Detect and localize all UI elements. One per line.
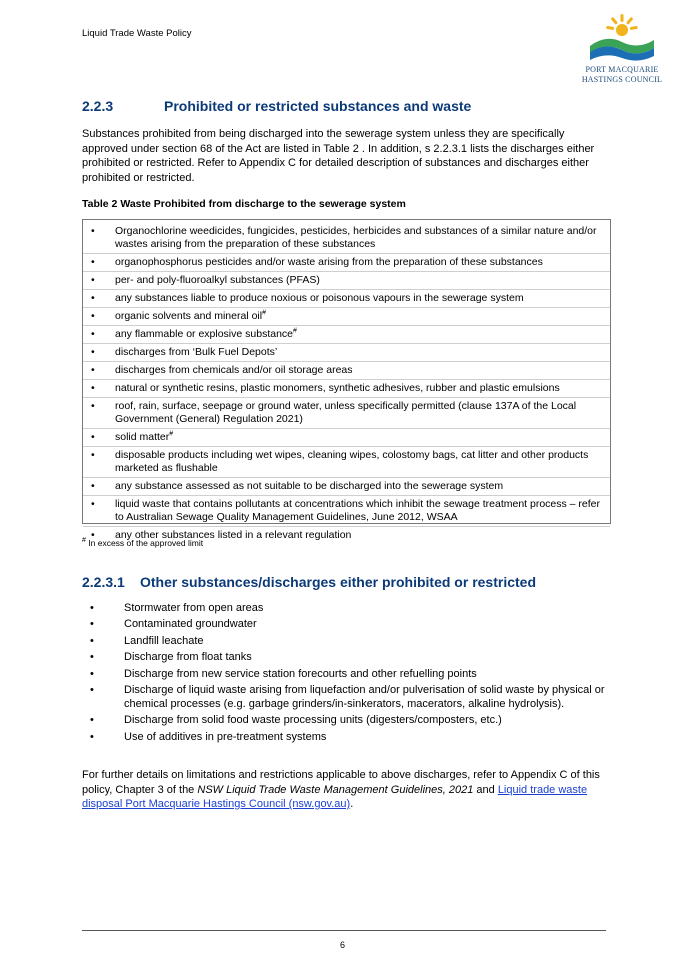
bullet-icon: • [90, 634, 94, 647]
bullet-icon: • [91, 382, 95, 394]
footnote-mark: # [82, 537, 86, 545]
page-number: 6 [339, 940, 345, 950]
subsection-heading [82, 574, 536, 590]
list-item: • Contaminated groundwater [90, 618, 257, 630]
footer-divider [82, 930, 606, 931]
bullet-icon: • [90, 618, 94, 630]
bullet-icon: • [91, 480, 95, 492]
list-item: • Discharge from float tanks [90, 651, 252, 663]
bullet-icon: • [91, 328, 95, 340]
table-footnote: # In excess of the approved limit [82, 537, 204, 548]
table-row: • any substances liable to produce noxious or poisonous vapours in the sewerage system [83, 290, 610, 308]
bullet-icon: • [91, 431, 95, 443]
table-row: • roof, rain, surface, seepage or ground water, unless specifically permitted (clause 137A of the Local Government (General) Regulation 2021) [83, 398, 610, 429]
bullet-icon: • [91, 364, 95, 376]
table-row: • any other substances listed in a relevant regulation [91, 529, 352, 541]
bullet-icon: • [91, 498, 95, 510]
table-row: • organophosphorus pesticides and/or waste arising from the preparation of these substances [83, 254, 610, 272]
footnote-mark: # [169, 430, 174, 438]
footnote-mark: # [293, 327, 297, 335]
bullet-icon: • [91, 310, 95, 322]
section-number: 2.2.3 [82, 98, 114, 114]
table-row: • Organochlorine weedicides, fungicides, pesticides, herbicides and substances of a similar nature and/or wastes arising from the preparation of these substances [83, 223, 610, 254]
section-title: Prohibited or restricted substances and waste [164, 98, 472, 114]
council-logo [572, 12, 672, 87]
list-item: • Discharge from new service station forecourts and other refuelling points [90, 667, 477, 680]
list-item: • Stormwater from open areas [90, 601, 264, 614]
table-row: • disposable products including wet wipes, cleaning wipes, colostomy bags, cat litter and other products marketed as flushable [83, 447, 610, 478]
logo-emblem-icon [586, 12, 658, 64]
table-row: • liquid waste that contains pollutants at concentrations which inhibit the sewage treatment process – refer to Australian Sewage Quality Management Guidelines, June 2012, WSAA [83, 496, 610, 527]
header-title: Liquid Trade Waste Policy [82, 28, 192, 39]
bullet-icon: • [90, 714, 94, 726]
table-row: • discharges from ‘Bulk Fuel Depots’ [83, 344, 610, 362]
table-row: • solid matter# [83, 429, 610, 447]
bullet-icon: • [91, 292, 95, 304]
table-row: • any flammable or explosive substance# [83, 326, 610, 344]
table-caption: Table 2 Waste Prohibited from discharge to the sewerage system [82, 198, 406, 210]
logo-text [572, 65, 672, 84]
footnote-mark: # [262, 309, 266, 317]
bullet-icon: • [90, 651, 94, 663]
bullet-icon: • [91, 400, 95, 412]
subsection-title: Other substances/discharges either prohibited or restricted [140, 574, 536, 590]
list-item: • Landfill leachate [90, 634, 204, 647]
logo-line-1: PORT MACQUARIE [585, 65, 659, 74]
table-row: • per- and poly-fluoroalkyl substances (PFAS) [83, 272, 610, 290]
bullet-icon: • [90, 601, 94, 614]
bullet-icon: • [91, 346, 95, 358]
bullet-icon: • [90, 730, 94, 743]
bullet-icon: • [90, 684, 94, 696]
bullet-icon: • [91, 529, 95, 541]
table-row: • discharges from chemicals and/or oil storage areas [83, 362, 610, 380]
list-item: • Discharge from solid food waste processing units (digesters/composters, etc.) [90, 714, 502, 726]
guidelines-title: NSW Liquid Trade Waste Management Guidelines, 2021 [197, 783, 474, 796]
table-row: • natural or synthetic resins, plastic monomers, synthetic adhesives, rubber and plastic emulsions [83, 380, 610, 398]
bullet-icon: • [91, 256, 95, 268]
section-intro: Substances prohibited from being discharged into the sewerage system unless they are specifically approved under section 68 of the Act are listed in Table 2 . In addition, s 2.2.3.1 lists the discharges either prohibited or restricted. Refer to Appendix C for detailed description of substances and discharges either prohibited or restricted. [82, 128, 595, 184]
table-row: • organic solvents and mineral oil# [83, 308, 610, 326]
section-heading [82, 98, 471, 114]
bullet-icon: • [91, 225, 95, 237]
closing-paragraph: For further details on limitations and restrictions applicable to above discharges, refer to Appendix C of this policy, Chapter 3 of the NSW Liquid Trade Waste Management Guidelines, 2021 and Liquid trade waste disposal Port Macquarie Hastings Council (nsw.gov.au). [82, 769, 600, 810]
other-substances-list [82, 600, 607, 746]
bullet-icon: • [91, 449, 95, 461]
bullet-icon: • [91, 274, 95, 286]
list-item: • Discharge of liquid waste arising from liquefaction and/or pulverisation of solid waste by physical or chemical processes (e.g. garbage grinders/in-sinkerators, macerators, alkaline hydrolysis). [90, 684, 605, 710]
bullet-icon: • [90, 667, 94, 680]
trade-waste-link[interactable]: Liquid trade waste disposal Port Macquarie Hastings Council (nsw.gov.au) [82, 783, 588, 810]
prohibited-table [82, 219, 611, 541]
list-item: • Use of additives in pre-treatment systems [90, 730, 327, 743]
subsection-number: 2.2.3.1 [82, 574, 125, 590]
logo-line-2: HASTINGS COUNCIL [581, 74, 663, 84]
table-row: • any substance assessed as not suitable to be discharged into the sewerage system [83, 478, 610, 496]
